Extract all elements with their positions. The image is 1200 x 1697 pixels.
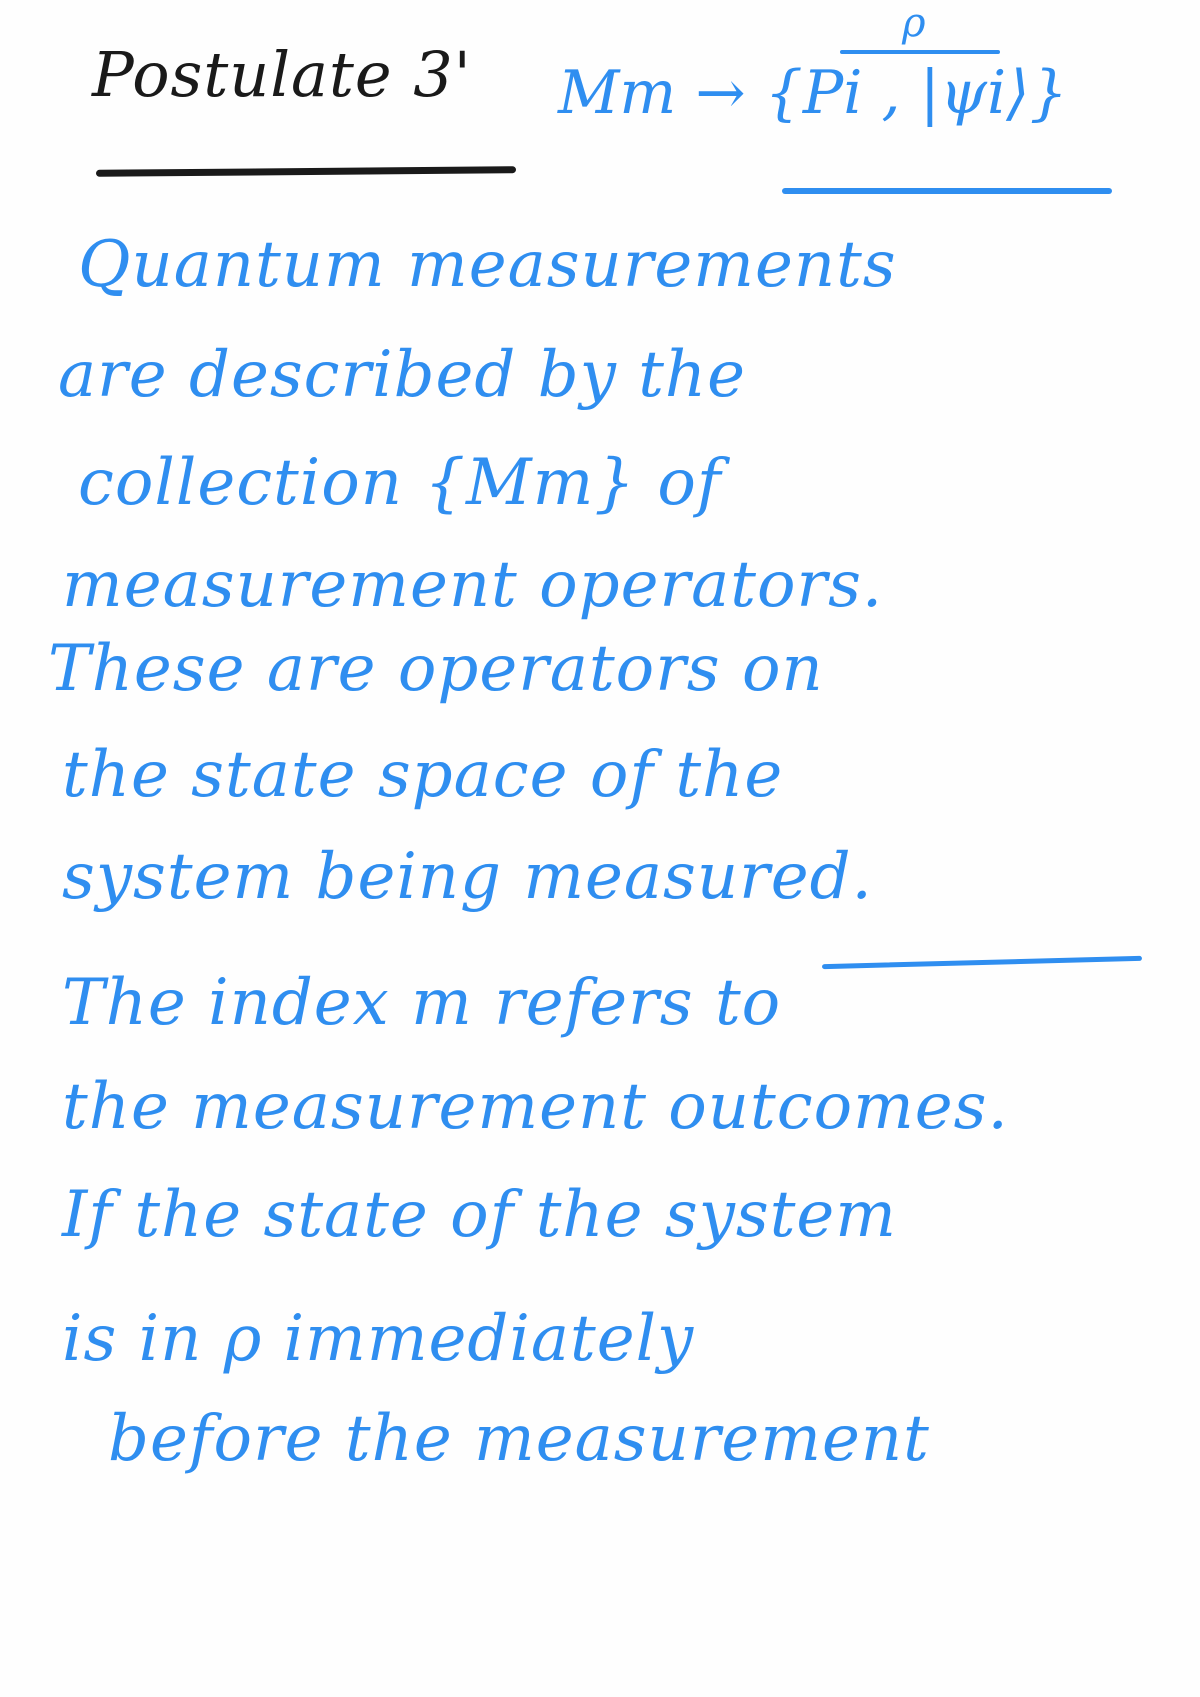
- note-line-11: is in ρ immediately: [62, 1302, 695, 1376]
- note-line-4: measurement operators.: [62, 548, 884, 622]
- note-line-7: system being measured.: [62, 840, 873, 914]
- note-line-2: are described by the: [58, 338, 746, 412]
- note-line-6: the state space of the: [62, 738, 784, 812]
- measurement-formula: Mm → {Pi , |ψi⟩}: [558, 58, 1068, 128]
- density-matrix-symbol: ρ: [902, 0, 926, 46]
- note-line-10: If the state of the system: [62, 1178, 897, 1252]
- note-line-3: collection {Mm} of: [78, 446, 722, 520]
- note-line-12: before the measurement: [108, 1402, 930, 1476]
- note-title: Postulate 3': [92, 38, 472, 111]
- title-underline: [96, 166, 516, 177]
- formula-underline: [782, 188, 1112, 194]
- note-line-8: The index m refers to: [62, 966, 782, 1040]
- note-line-1: Quantum measurements: [78, 228, 897, 302]
- formula-overline: [840, 50, 1000, 54]
- strike-stroke: [822, 956, 1142, 969]
- note-line-9: the measurement outcomes.: [62, 1070, 1009, 1144]
- note-line-5: These are operators on: [48, 632, 824, 706]
